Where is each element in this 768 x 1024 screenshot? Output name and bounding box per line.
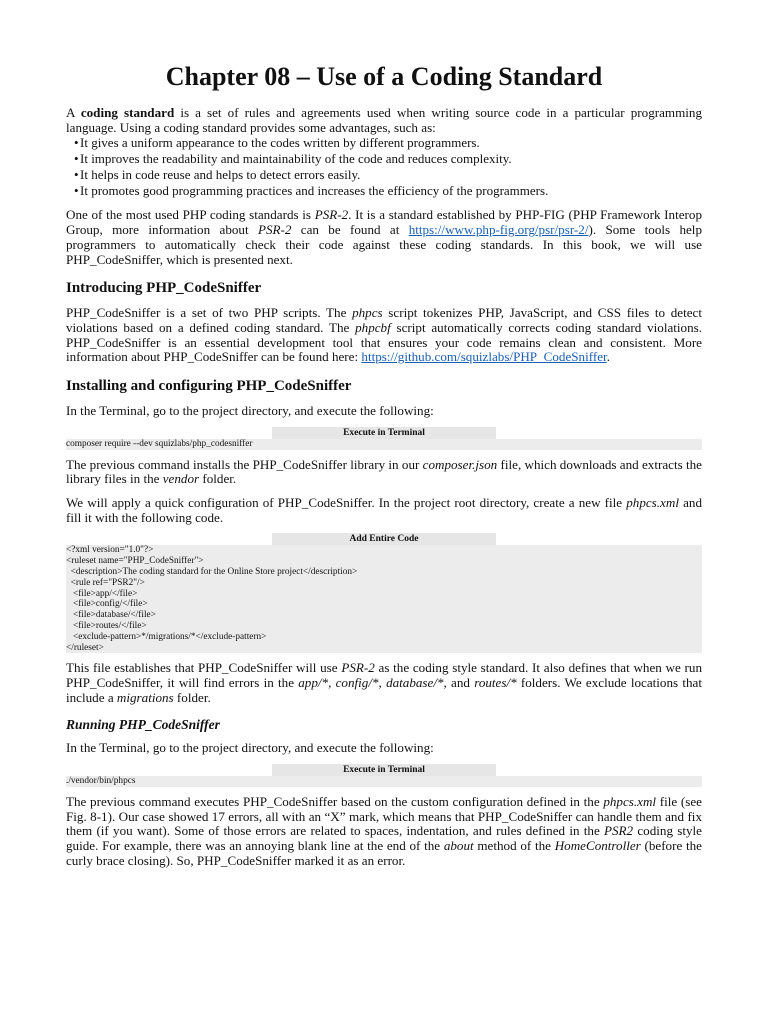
paragraph-text: PHP_CodeSniffer is a set of two PHP scripts. The — [66, 305, 353, 321]
terminal-instruction: In the Terminal, go to the project directory, and execute the following: — [66, 740, 434, 756]
paragraph-text: (before the curly brace closing). So, PHP_CodeSniffer marked it as an error. — [66, 838, 702, 868]
italic-term: migrations — [116, 689, 174, 705]
code-block-content: ./vendor/bin/phpcs — [66, 776, 702, 787]
paragraph-text: One of the most used PHP coding standards is — [66, 207, 315, 223]
codesniffer-intro-paragraph — [66, 306, 702, 365]
section-heading-installing: Installing and configuring PHP_CodeSniffer — [66, 378, 352, 395]
intro-text: is a set of rules and agreements used when writing source code in a particular programming language. Using a coding standard provides some advantages, such as: — [66, 105, 703, 135]
paragraph-text: folders. We exclude locations that include a — [66, 675, 703, 705]
paragraph-text: , — [328, 675, 336, 691]
paragraph-text: . It is a standard established by PHP-FIG (PHP Framework Interop Group, more information about — [66, 207, 702, 238]
code-block-config — [66, 533, 702, 653]
paragraph-text: script tokenizes PHP, JavaScript, and CSS files to detect violations based on a defined coding standard. The — [66, 305, 703, 335]
psr2-link[interactable]: https://www.php-fig.org/psr/psr-2/ — [408, 222, 589, 238]
italic-term: PSR-2 — [314, 207, 349, 223]
paragraph-text: The previous command installs the PHP_CodeSniffer library in our — [66, 456, 423, 472]
paragraph-text: . — [606, 349, 610, 365]
intro-bold-term: coding standard — [80, 105, 175, 120]
config-instruction — [66, 496, 702, 525]
list-item: • It helps in code reuse and helps to detect errors easily. — [74, 167, 702, 183]
config-explanation — [66, 661, 702, 705]
italic-term: HomeController — [554, 838, 641, 854]
run-explanation — [66, 795, 702, 869]
italic-term: phpcs.xml — [626, 494, 679, 510]
italic-term: phpcs.xml — [603, 793, 657, 809]
code-block-run — [66, 764, 702, 787]
paragraph-text: We will apply a quick configuration of PHP_CodeSniffer. In the project root directory, create a new file — [66, 494, 627, 510]
paragraph-text: and fill it with the following code. — [66, 494, 702, 525]
section-heading-introducing: Introducing PHP_CodeSniffer — [66, 280, 262, 297]
paragraph-text: method of the — [473, 838, 555, 854]
paragraph-text: , — [378, 675, 387, 691]
italic-term: routes/* — [474, 675, 517, 691]
list-item: • It improves the readability and maintainability of the code and reduces complexity. — [74, 151, 702, 167]
install-explanation — [66, 458, 702, 487]
paragraph-text: script automatically corrects coding standard violations. PHP_CodeSniffer is an essential development tool that ensures your code remains clean and consistent. More information about PHP_CodeSniffer can be found here: — [66, 319, 703, 365]
paragraph-text: can be found at — [291, 222, 409, 238]
paragraph-text: file (see Fig. 8-1). Our case showed 17 errors, all with an “X” mark, which means that PHP_CodeSniffer can handle them and fix them (if you want). Some of those errors are related to spaces, indentation, and rules defined in the — [66, 793, 702, 839]
italic-term: config/* — [335, 675, 379, 691]
italic-term: phpcbf — [355, 319, 391, 335]
italic-term: composer.json — [422, 456, 498, 472]
paragraph-text: , and — [443, 675, 475, 691]
italic-term: database/* — [386, 675, 444, 691]
code-block-install — [66, 427, 702, 450]
code-block-content: <?xml version="1.0"?> <ruleset name="PHP_CodeSniffer"> <description>The coding standard for the Online Store project</description> <rule ref="PSR2"/> <file>app/</file> <file>config/</file> <file>database/</file> <file>routes/</file> <exclude-pattern>*/migrations/*</exclude-pattern> </ruleset> — [66, 545, 702, 653]
list-item: • It gives a uniform appearance to the codes written by different programmers. — [74, 135, 702, 151]
intro-text: A — [66, 105, 81, 120]
section-heading-running: Running PHP_CodeSniffer — [66, 717, 220, 733]
advantages-list — [66, 135, 702, 199]
italic-term: PSR-2 — [341, 660, 375, 676]
italic-term: PSR2 — [604, 823, 634, 839]
intro-paragraph — [66, 106, 702, 135]
psr-paragraph — [66, 208, 702, 267]
chapter-title: Chapter 08 – Use of a Coding Standard — [165, 62, 603, 91]
paragraph-text: coding style guide. For example, there was an annoying blank line at the end of the — [66, 823, 702, 854]
paragraph-text: folder. — [173, 689, 211, 705]
list-item: • It promotes good programming practices and increases the efficiency of the programmers. — [74, 183, 702, 199]
paragraph-text: folder. — [199, 471, 237, 487]
paragraph-text: file, which downloads and extracts the library files in the — [66, 456, 702, 487]
italic-term: about — [443, 838, 474, 854]
code-block-title: Execute in Terminal — [272, 427, 496, 439]
italic-term: vendor — [162, 471, 200, 487]
paragraph-text: This file establishes that PHP_CodeSniffer will use — [66, 660, 342, 676]
terminal-instruction: In the Terminal, go to the project directory, and execute the following: — [66, 403, 434, 419]
paragraph-text: ). Some tools help programmers to automatically check their code against these coding standards. In this book, we will use PHP_CodeSniffer, which is presented next. — [66, 222, 702, 267]
code-block-title: Execute in Terminal — [272, 764, 496, 776]
code-block-title: Add Entire Code — [272, 533, 496, 545]
italic-term: app/* — [298, 675, 329, 691]
italic-term: PSR-2 — [257, 222, 292, 238]
codesniffer-github-link[interactable]: https://github.com/squizlabs/PHP_CodeSniffer — [361, 349, 607, 365]
paragraph-text: The previous command executes PHP_CodeSniffer based on the custom configuration defined in the — [66, 793, 604, 809]
italic-term: phpcs — [352, 305, 383, 321]
paragraph-text: as the coding style standard. It also defines that when we run PHP_CodeSniffer, it will find errors in the — [66, 660, 702, 691]
code-block-content: composer require --dev squizlabs/php_codesniffer — [66, 439, 702, 450]
